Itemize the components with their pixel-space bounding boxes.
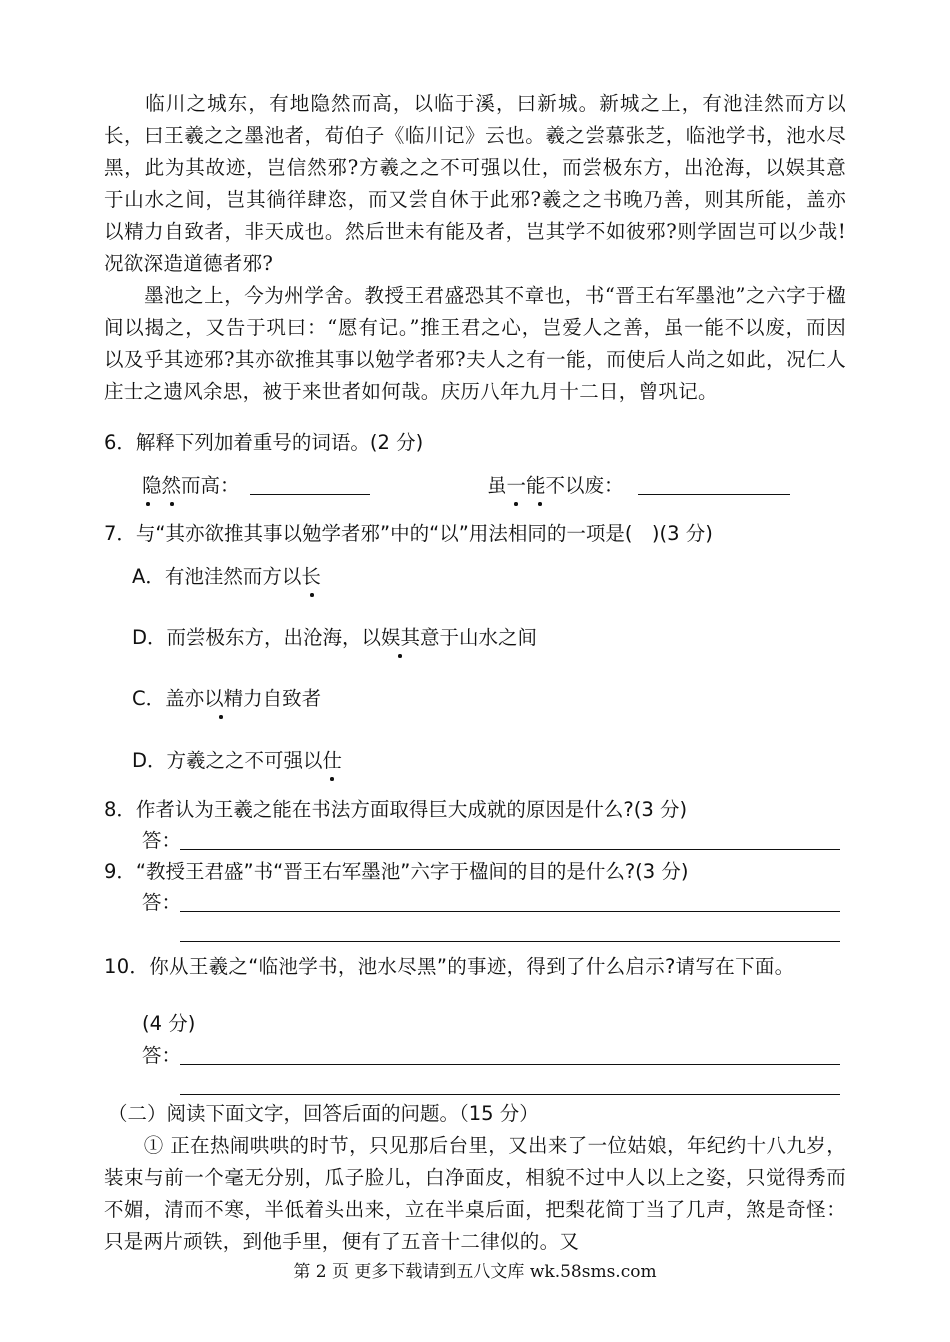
emphasis-dot (219, 715, 223, 719)
question-7-option-c[interactable]: C．盖亦以精力自致者 (132, 687, 322, 710)
section-2-heading: （二）阅读下面文字，回答后面的问题。（15 分） (108, 1102, 539, 1125)
emphasis-dot (514, 502, 518, 506)
emphasis-dot (310, 593, 314, 597)
question-6-item-1: 隐然而高： (142, 474, 240, 497)
emphasis-dot (170, 502, 174, 506)
question-9-answer-label: 答： (142, 891, 182, 914)
emphasis-dot (146, 502, 150, 506)
question-10-answer-line-2[interactable] (180, 1094, 840, 1095)
question-8-stem: 8．作者认为王羲之能在书法方面取得巨大成就的原因是什么?(3 分) (104, 798, 688, 821)
question-10-stem: 10．你从王羲之“临池学书，池水尽黑”的事迹，得到了什么启示?请写在下面。 (104, 955, 795, 978)
question-6-blank-1[interactable] (250, 494, 370, 495)
question-6-item-2: 虽一能不以废： (487, 474, 624, 497)
question-9-stem: 9．“教授王君盛”书“晋王右军墨池”六字于楹间的目的是什么?(3 分) (104, 860, 689, 883)
emphasis-dot (538, 502, 542, 506)
question-8-answer-label: 答： (142, 829, 182, 852)
page-footer: 第 2 页 更多下载请到五八文库 wk.58sms.com (293, 1262, 657, 1282)
question-6-stem: 6．解释下列加着重号的词语。(2 分) (104, 431, 424, 454)
question-7-option-b[interactable]: D．而尝极东方，出沧海，以娱其意于山水之间 (132, 626, 538, 649)
passage-paragraph-2: 墨池之上，今为州学舍。教授王君盛恐其不章也，书“晋王右军墨池”之六字于楹间以揭之，又告于巩曰：“愿有记。”推王君之心，岂爱人之善，虽一能不以废，而因以及乎其迹邪?其亦欲推其事以勉学者邪?夫人之有一能，而使后人尚之如此，况仁人庄士之遗风余思，被于来世者如何哉。庆历八年九月十二日，曾巩记。 (104, 284, 846, 403)
question-6-blank-2[interactable] (638, 494, 790, 495)
question-7-option-d[interactable]: D．方羲之之不可强以仕 (132, 749, 343, 772)
question-7-stem: 7．与“其亦欲推其事以勉学者邪”中的“以”用法相同的一项是( )(3 分) (104, 522, 713, 545)
question-9-answer-line-2[interactable] (180, 941, 840, 942)
question-10-answer-line-1[interactable] (180, 1064, 840, 1065)
passage-paragraph-1: 临川之城东，有地隐然而高，以临于溪，曰新城。新城之上，有池洼然而方以长，曰王羲之之墨池者，荀伯子《临川记》云也。羲之尝慕张芝，临池学书，池水尽黑，此为其故迹，岂信然邪?方羲之之不可强以仕，而尝极东方，出沧海，以娱其意于山水之间，岂其徜徉肆恣，而又尝自休于此邪?羲之之书晚乃善，则其所能，盖亦以精力自致者，非天成也。然后世未有能及者，岂其学不如彼邪?则学固岂可以少哉!况欲深造道德者邪? (104, 92, 846, 275)
emphasis-dot (330, 777, 334, 781)
question-10-score: (4 分) (142, 1012, 196, 1035)
emphasis-dot (398, 654, 402, 658)
question-10-answer-label: 答： (142, 1044, 182, 1067)
question-9-answer-line-1[interactable] (180, 911, 840, 912)
question-8-answer-line[interactable] (180, 849, 840, 850)
question-7-option-a[interactable]: A．有池洼然而方以长 (132, 565, 321, 588)
section-2-paragraph-1: ① 正在热闹哄哄的时节，只见那后台里，又出来了一位姑娘，年纪约十八九岁，装束与前一个毫无分别，瓜子脸儿，白净面皮，相貌不过中人以上之姿，只觉得秀而不媚，清而不寒，半低着头出来，立在半桌后面，把梨花简丁当了几声，煞是奇怪：只是两片顽铁，到他手里，便有了五音十二律似的。又 (104, 1134, 846, 1253)
